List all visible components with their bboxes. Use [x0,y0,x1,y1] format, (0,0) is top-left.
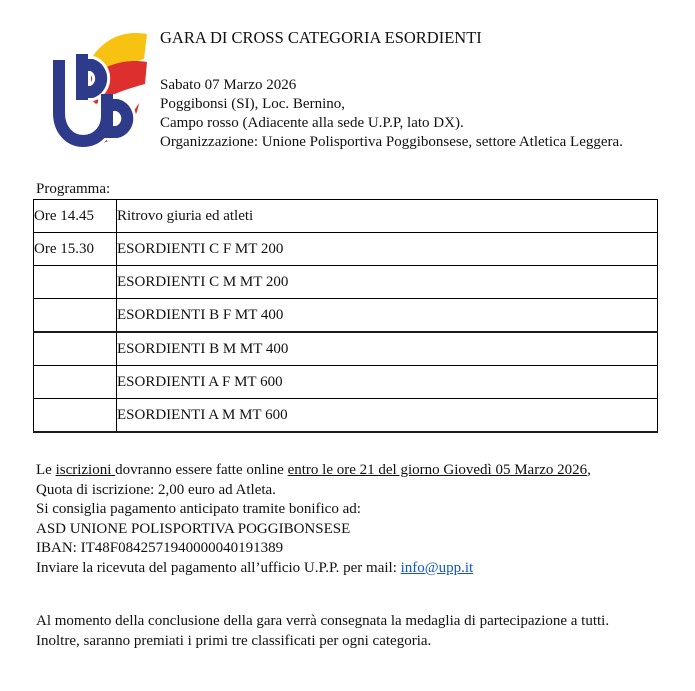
program-row [34,233,658,266]
event-venue: Campo rosso (Adiacente alla sede U.P.P, lato DX). [160,115,464,131]
email-link[interactable]: info@upp.it [400,559,474,576]
text-segment: dovranno essere fatte online [115,462,288,478]
program-time-cell [34,299,117,333]
registration-info [36,461,695,578]
iban-line: IBAN: IT48F0842571940000040191389 [36,540,284,556]
medal-line: Al momento della conclusione della gara verrà consegnata la medaglia di partecipazione a tutti. [36,613,610,629]
program-row [34,200,658,233]
program-row [34,399,658,433]
event-location: Poggibonsi (SI), Loc. Bernino, [160,96,345,112]
payee-name-line: ASD UNIONE POLISPORTIVA POGGIBONSESE [36,520,351,537]
document-header [0,0,695,160]
event-organizer: Organizzazione: Unione Polisportiva Poggibonsese, settore Atletica Leggera. [160,134,623,150]
program-label: Programma: [36,181,111,197]
program-row [34,266,658,299]
program-event-cell: ESORDIENTI B F MT 400 [117,299,658,333]
text-segment: Inviare la ricevuta del pagamento all’ufficio U.P.P. per mail: [36,559,401,576]
payment-advice-line: Si consiglia pagamento anticipato tramite bonifico ad: [36,501,361,517]
prizes-line: Inoltre, saranno premiati i primi tre classificati per ogni categoria. [36,633,432,649]
upp-logo-icon [38,26,150,148]
program-row [34,299,658,333]
program-row [34,332,658,366]
program-event-cell: ESORDIENTI C F MT 200 [117,233,658,266]
program-event-cell: ESORDIENTI B M MT 400 [117,332,658,366]
underlined-text: iscrizioni [55,462,116,478]
program-time-cell [34,266,117,299]
text-segment: Le [36,462,56,478]
receipt-line [36,559,695,579]
program-event-cell: ESORDIENTI A M MT 600 [117,399,658,433]
program-table [33,199,658,433]
closing-info [36,611,695,651]
underlined-text: entro le ore 21 del giorno Giovedì 05 Marzo 2026 [287,462,588,478]
program-time-cell [34,399,117,433]
program-event-cell: Ritrovo giuria ed atleti [117,200,658,233]
registration-deadline-line [36,461,695,481]
program-time-cell: Ore 14.45 [34,200,117,233]
registration-fee-line: Quota di iscrizione: 2,00 euro ad Atleta. [36,481,276,498]
program-time-cell: Ore 15.30 [34,233,117,266]
program-time-cell [34,366,117,399]
event-title: GARA DI CROSS CATEGORIA ESORDIENTI [160,28,482,47]
program-event-cell: ESORDIENTI A F MT 600 [117,366,658,399]
header-text [160,28,680,152]
event-date: Sabato 07 Marzo 2026 [160,77,297,93]
program-row [34,366,658,399]
program-time-cell [34,332,117,366]
text-segment: , [587,462,591,478]
program-event-cell: ESORDIENTI C M MT 200 [117,266,658,299]
